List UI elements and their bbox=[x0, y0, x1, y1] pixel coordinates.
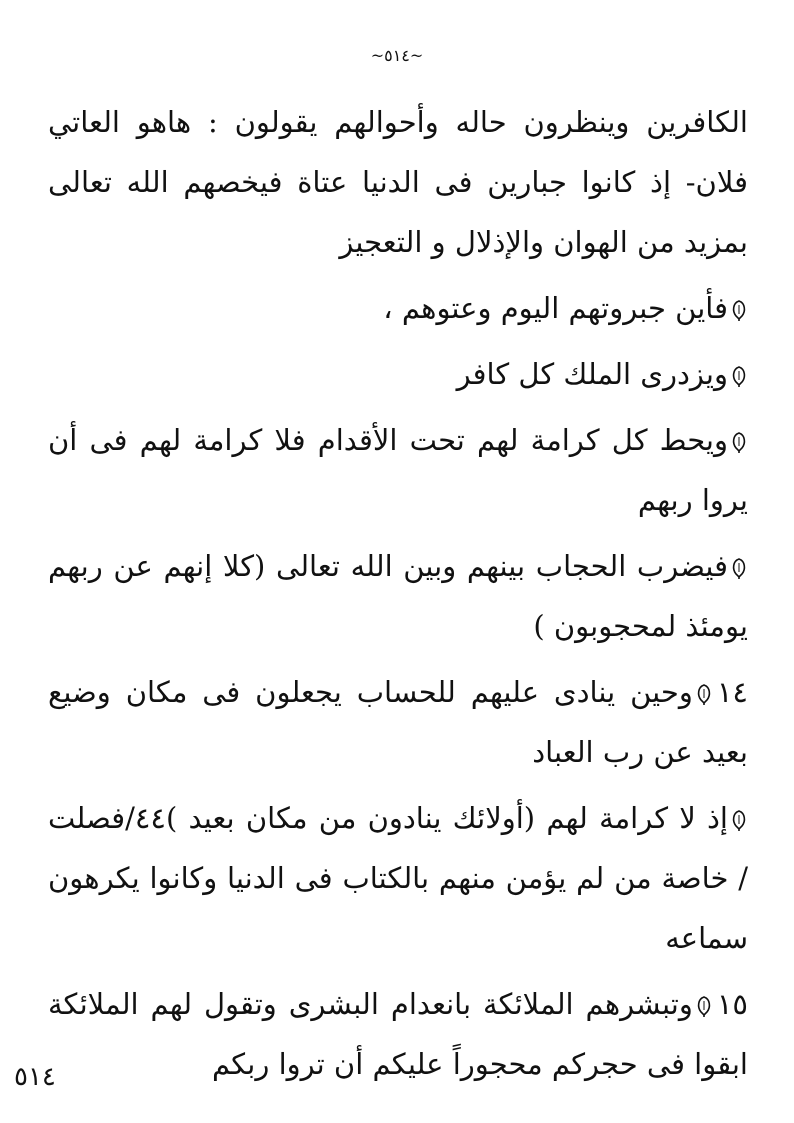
paragraph-text: الكافرين وينظرون حاله وأحوالهم يقولون : هاهو العاتي فلان- إذ كانوا جبارين فى الدنيا عتاة فيخصهم الله تعالى بمزيد من الهوان والإذلال و التعجيز bbox=[48, 105, 748, 259]
paragraph-text: إذ لا كرامة لهم (أولائك ينادون من مكان بعيد )٤٤/فصلت / خاصة من لم يؤمن منهم بالكتاب فى الدنيا وكانوا يكرهون سماعه bbox=[48, 801, 748, 955]
leaf-bullet-icon bbox=[730, 431, 748, 453]
page-header: ~٥١٤~ bbox=[370, 46, 424, 65]
paragraph-text: فيضرب الحجاب بينهم وبين الله تعالى (كلا إنهم عن ربهم يومئذ لمحجوبون ) bbox=[48, 549, 748, 643]
paragraph bbox=[48, 974, 748, 1094]
paragraph bbox=[48, 662, 748, 782]
paragraph bbox=[48, 410, 748, 530]
page-number: ٥١٤ bbox=[14, 1062, 56, 1092]
paragraph-text: وتبشرهم الملائكة بانعدام البشرى وتقول لهم الملائكة ابقوا فى حجركم محجوراً عليكم أن تروا ربكم bbox=[48, 987, 748, 1081]
page-body bbox=[48, 92, 748, 1094]
leaf-bullet-icon bbox=[730, 299, 748, 321]
paragraph bbox=[48, 278, 748, 338]
verse-number: ١٤ bbox=[716, 675, 748, 709]
paragraph-text: وحين ينادى عليهم للحساب يجعلون فى مكان وضيع بعيد عن رب العباد bbox=[48, 675, 748, 769]
leaf-bullet-icon bbox=[695, 995, 713, 1017]
paragraph bbox=[48, 788, 748, 968]
paragraph-text: ويحط كل كرامة لهم تحت الأقدام فلا كرامة لهم فى أن يروا ربهم bbox=[48, 423, 748, 517]
leaf-bullet-icon bbox=[695, 683, 713, 705]
leaf-bullet-icon bbox=[730, 365, 748, 387]
verse-number: ١٥ bbox=[716, 987, 748, 1021]
paragraph bbox=[48, 344, 748, 404]
paragraph-text: فأين جبروتهم اليوم وعتوهم ، bbox=[383, 291, 728, 325]
leaf-bullet-icon bbox=[730, 557, 748, 579]
paragraph bbox=[48, 536, 748, 656]
paragraph bbox=[48, 92, 748, 272]
paragraph-text: ويزدرى الملك كل كافر bbox=[456, 357, 728, 391]
leaf-bullet-icon bbox=[730, 809, 748, 831]
